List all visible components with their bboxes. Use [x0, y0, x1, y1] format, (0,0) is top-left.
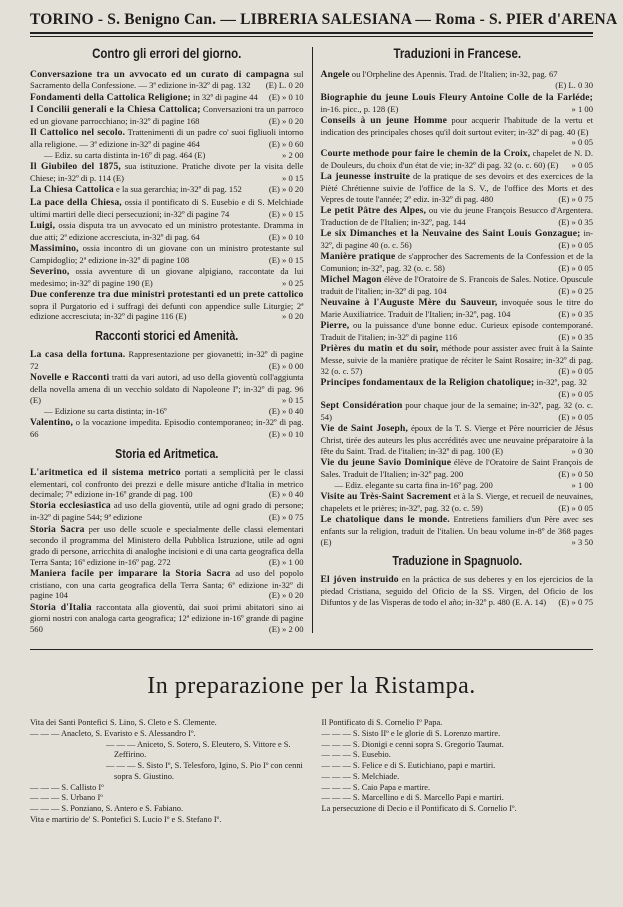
preparation-item: — — — Anacleto, S. Evaristo e S. Alessandro Iº. — [30, 728, 196, 738]
preparation-item: — — — S. Dionigi e cenni sopra S. Gregorio Taumat. — [321, 739, 504, 749]
preparation-item: — — — S. Caio Papa e martire. — [321, 782, 431, 792]
catalog-entry — [30, 349, 304, 372]
catalog-entry — [30, 104, 304, 127]
catalog-entry — [321, 491, 594, 514]
entry-title: La Chiesa Cattolica — [30, 184, 114, 196]
catalog-entry — [30, 289, 304, 322]
entry-description: ou vie du jeune François Besucco d'Argentera. Traduction de de l'Italien; in-32º, pag. 144 — [320, 205, 593, 228]
entry-description: pour acquerir l'habitude de la vertu et indication des principales choses qu'il doit surtout eviter; in-32º di pag. 40 (E) — [320, 114, 594, 137]
catalog-entry — [321, 228, 594, 251]
section-heading: Contro gli errori del giorno. — [92, 45, 242, 62]
entry-description: ossia il pontificato di S. Eusebio e di S. Melchiade ultimi martiri delle dieci persecuzioni; in-32º di pagine 74 — [30, 196, 304, 219]
catalog-entry — [321, 320, 594, 343]
preparation-item: — — — S. Melchiade. — [321, 771, 400, 781]
entry-price: » 0 30 — [571, 445, 593, 456]
entry-title: Il Cattolico nel secolo. — [30, 127, 126, 139]
entry-price: » 0 20 — [282, 311, 304, 322]
catalog-entry — [30, 568, 304, 601]
entry-description: ossia disputa tra un avvocato ed un ministro protestante. Dramma in due atti; 2ª edizione accresciuta, in-32º di pag. 64 — [30, 219, 304, 242]
section-divider — [30, 649, 593, 650]
catalog-entry — [321, 297, 594, 320]
entry-price: (E) » 0 20 — [268, 115, 304, 126]
entry-title: Biographie du jeune Louis Fleury Antoine Colle de la Farléde; — [320, 91, 593, 103]
entry-price: (E) » 1 00 — [268, 556, 304, 567]
section-heading: Traduzione in Spagnuolo. — [391, 553, 522, 569]
entry-price: » 0 05 — [571, 160, 593, 171]
entry-price: » 3 50 — [571, 536, 593, 547]
entry-description: raccontata alla gioventù, dai suoi primi abitatori sino ai giorni nostri con analoga carta geografica; 12ª edizione in-16º grande di pagine 560 — [30, 601, 304, 635]
catalog-entry — [321, 92, 594, 115]
entry-price: (E) » 0 40 — [268, 489, 304, 500]
entry-price: (E) » 0 20 — [268, 184, 304, 195]
entry-description: tratti da vari autori, ad uso della gioventù coll'aggiunta della novella amena di un vecchio soldato di Napoleone Iº; in-32º di pag. 96 (E) — [30, 372, 304, 405]
catalog-entry — [30, 500, 304, 523]
entry-description: o la vocazione impedita. Episodio contemporaneo; in-32º di pag. 66 — [30, 417, 304, 439]
preparation-item: Vita dei Santi Pontefici S. Lino, S. Cleto e S. Clemente. — [30, 718, 217, 728]
preparation-item: — — — S. Callisto Iº — [30, 782, 104, 792]
catalog-entry — [321, 514, 594, 547]
entry-price: (E) » 0 10 — [268, 429, 304, 439]
entry-price: » 1 00 — [571, 479, 593, 490]
entry-price: (E) » 0 35 — [558, 217, 593, 228]
entry-price: (E) » 0 05 — [558, 389, 593, 399]
preparation-item: — — — S. Eusebio. — [321, 750, 391, 760]
entry-description: Conversazioni tra un parroco ed un giovane parrocchiano; in-32º di pagine 168 — [30, 104, 304, 126]
page-header: TORINO - S. Benigno Can. — LIBRERIA SALESIANA — Roma - S. PIER d'ARENA — [30, 11, 618, 28]
entry-description: — Ediz. su carta distinta in-16º di pag. 464 (E) — [44, 150, 206, 161]
entry-title: Michel Magon — [320, 274, 382, 286]
left-column — [30, 43, 312, 635]
catalog-entry — [321, 171, 594, 204]
entry-title: Neuvaine à l'Auguste Mère du Sauveur, — [320, 297, 498, 309]
catalog-entry — [30, 69, 304, 92]
preparation-left-column — [30, 718, 312, 826]
entry-price: (E) » 0 00 — [268, 361, 304, 372]
entry-title: La casa della fortuna. — [30, 349, 126, 361]
entry-price: (E) » 0 15 — [268, 208, 304, 219]
catalog-entry — [30, 197, 304, 220]
entry-description: Entretiens familiers d'un Père avec ses enfants sur la religion, traduit de l'italien. Un beau volume in-8º de 368 pages (E) — [320, 514, 593, 547]
entry-title: Il Giubileo del 1875, — [30, 161, 121, 173]
catalog-entry — [321, 400, 594, 423]
entry-price: (E) » 0 10 — [268, 91, 304, 102]
entry-description: chapelet de N. D. de Douleurs, du choix d'un état de vie; in-32º di pag. 32 (o. c. 60) (E) — [320, 148, 593, 171]
entry-price: (E) » 0 35 — [558, 332, 593, 343]
catalog-entry — [321, 115, 594, 148]
entry-description: per uso delle scuole e specialmente delle classi elementari secondo il programma del Ministero della Pubblica Istruzione, utile ad ogni grado di persone, arricchita di analoghe incisioni e di una carta geografica della Terra Santa; 16ª edizione in-16º pag. 272 — [30, 523, 304, 567]
entry-description: époux de la T. S. Vierge et Père nourricier de Jésus Christ, tirée des auteurs les plus accrédités avec une neuvaine préparatoire à la fête du Saint. Trad. de l'italien; in-32º di pag. 100 (E) — [320, 423, 593, 456]
entry-description: ossia avventure di un giovane alpigiano, raccontate da lui medesimo; in-32º di pagine 190 (E) — [30, 265, 304, 288]
entry-title: La pace della Chiesa, — [30, 196, 122, 208]
entry-price: » 0 25 — [282, 277, 304, 288]
catalog-entry — [321, 480, 594, 491]
entry-title: Vie de Saint Joseph, — [320, 423, 409, 435]
entry-title: Storia ecclesiastica — [30, 500, 111, 512]
preparation-title: In preparazione per la Ristampa. — [147, 673, 476, 700]
entry-title: Principes fondamentaux de la Religion chatolique; — [320, 377, 535, 389]
entry-title: Vie du jeune Savio Dominique — [320, 456, 452, 468]
entry-description: ou l'Orpheline des Apennis. Trad. de l'Italien; in-32, pag. 67 — [349, 68, 558, 79]
entry-price: (E) » 0 75 — [268, 512, 304, 523]
preparation-item: Vita e martirio de' S. Pontefici S. Lucio Iº e S. Stefano Iº. — [30, 814, 222, 824]
entry-description: e la sua gerarchia; in-32º di pag. 152 — [113, 184, 242, 195]
entry-title: Pierre, — [320, 320, 350, 332]
catalog-entry — [30, 417, 304, 440]
entry-title: Visite au Très-Saint Sacrement — [320, 491, 452, 503]
entry-description: méthode pour assister avec fruit à la Sainte Messe, suivie de la manière pratique de réciter le Saint Rosaire; in-32º di pag. 32 (o. c. 57) — [320, 343, 594, 376]
section-heading: Traduzioni in Francese. — [392, 45, 521, 62]
entry-description: ou la puissance d'une bonne educ. Curieux episode contemporané. Traduit de l'italien; in-32º di pagine 116 — [320, 320, 593, 343]
entry-title: Prières du matin et du soir, — [320, 343, 439, 355]
entry-price: (E) » 0 60 — [268, 138, 304, 149]
entry-description: — Edizione su carta distinta; in-16º — [44, 405, 167, 416]
entry-price: (E) » 0 05 — [558, 240, 593, 251]
header-rule-thin — [30, 36, 593, 37]
catalog-entry — [30, 406, 304, 417]
catalog-entry — [30, 524, 304, 568]
catalog-entry — [30, 467, 304, 500]
entry-price: » 0 15 — [282, 173, 304, 184]
catalog-entry — [321, 274, 594, 297]
entry-price: (E) » 0 15 — [268, 254, 304, 265]
preparation-right-column — [312, 718, 594, 826]
entry-title: Valentino, — [30, 417, 73, 429]
entry-price: » 0 05 — [571, 137, 593, 148]
catalog-entry — [30, 92, 304, 104]
entry-description: in-32º, di pagine 40 (o. c. 56) — [320, 228, 594, 251]
entry-description: portati a semplicità per le classi elementari, col confronto dei prezzi e delle misure antiche d'Italia in metrico decimale; 7ª edizione in-16º grande di pag. 100 — [30, 466, 304, 500]
preparation-item: — — — S. Urbano Iº — [30, 793, 103, 803]
catalog-entry — [321, 69, 594, 92]
catalog-entry — [321, 251, 594, 274]
entry-price: (E) » 0 05 — [558, 263, 593, 274]
entry-description: et à la S. Vierge, et recueil de neuvaines, chapelets et le prières; in-32º, pag. 32 (o. c. 59) — [320, 491, 594, 513]
entry-title: I Concilii generali e la Chiesa Cattolica; — [30, 104, 201, 116]
entry-description: ad uso del popolo cristiano, con una carta geografica della Terra Santa; 6ª edizione in-32º di pagine 104 — [30, 567, 304, 601]
catalog-entry — [321, 377, 594, 400]
entry-title: Manière pratique — [320, 251, 396, 263]
entry-description: sopra il Purgatorio ed i suffragi dei defunti con appendice sulle Liturgie; 2ª edizione accresciuta; in-32º di pagine 116 (E) — [30, 300, 304, 322]
entry-title: Storia Sacra — [30, 523, 85, 535]
entry-title: Luigi, — [30, 219, 56, 231]
catalog-entry — [30, 220, 304, 243]
entry-price: (E) » 0 05 — [558, 365, 593, 376]
entry-price: (E) » 0 20 — [268, 590, 304, 601]
entry-description: in-32º, pag. 32 — [534, 377, 587, 388]
entry-title: Massimino, — [30, 242, 79, 254]
entry-title: Due conferenze tra due ministri protestanti ed un prete cattolico — [30, 288, 304, 300]
entry-title: Maniera facile per imparare la Storia Sacra — [30, 567, 231, 579]
entry-description: en la práctica de sus deberes y en los ejercicios de la piedad Cristiana, seguido del Oficio de la SS. Virgen, del Oficio de los Difuntos y de las Visperas de todo el año; in-32º p. 480 (E. A. 14) — [320, 574, 593, 608]
catalog-entry — [30, 161, 304, 184]
entry-price: (E) L. 0 20 — [265, 80, 304, 91]
entry-title: Conseils à un jeune Homme — [320, 114, 448, 126]
entry-price: (E) » 0 25 — [558, 286, 593, 297]
preparation-item: — — — S. Ponziano, S. Antero e S. Fabiano. — [30, 804, 184, 814]
section-heading: Racconti storici ed Amenità. — [95, 328, 239, 344]
entry-title: Le petit Pâtre des Alpes, — [320, 205, 427, 217]
catalog-entry — [321, 148, 594, 171]
entry-description: pour chaque jour de la semaine; in-32º, pag. 32 (o. c. 54) — [320, 400, 594, 423]
preparation-item: Il Pontificato di S. Cornelio Iº Papa. — [321, 718, 443, 728]
entry-title: Fondamenti della Cattolica Religione; — [30, 91, 191, 103]
entry-title: Courte methode pour faire le chemin de la Croix, — [320, 148, 531, 160]
entry-title: L'aritmetica ed il sistema metrico — [30, 466, 181, 478]
entry-description: Trattenimenti di un padre co' suoi figliuoli intorno alla religione. — 3ª edizione in-32º di pagine 464 — [30, 127, 304, 149]
catalog-entry — [30, 243, 304, 266]
entry-description: in 32º di pagine 44 — [190, 91, 258, 102]
entry-description: élève de l'Oratoire de S. Francois de Sales. Notice. Opuscule traduit de l'italien; in-32º di pag. 104 — [320, 274, 593, 297]
entry-description: — Ediz. elegante su carta fina in-16º pag. 200 — [334, 479, 493, 490]
entry-title: Severino, — [30, 265, 70, 277]
catalog-entry — [30, 184, 304, 196]
entry-price: » 0 15 — [282, 394, 304, 405]
preparation-item: — — — S. Sisto Iº, S. Telesforo, Igino, S. Pio Iº con cenni sopra S. Giustino. — [106, 761, 303, 781]
entry-title: Le chatolique dans le monde. — [320, 514, 450, 526]
catalog-entry — [321, 423, 594, 456]
catalog-entry — [321, 574, 594, 607]
entry-description: sul Sacramento della Confessione. — 3ª edizione in-32º di pag. 132 — [30, 68, 304, 91]
preparation-item: — — — S. Sisto IIº e le glorie di S. Lorenzo martire. — [321, 728, 501, 738]
entry-description: ad uso della gioventù, utile ad ogni grado di persone; in-32º di pagine 544; 9ª edizione — [30, 500, 304, 523]
catalog-entry — [30, 372, 304, 405]
section-heading: Storia ed Aritmetica. — [115, 445, 219, 461]
entry-price: (E) » 2 00 — [268, 624, 304, 635]
entry-title: Sept Considération — [320, 400, 403, 412]
entry-price: (E) » 0 50 — [558, 468, 593, 479]
entry-title: La jeunesse instruite — [320, 171, 411, 183]
catalog-columns — [30, 43, 593, 635]
entry-title: El jóven instruido — [320, 574, 399, 586]
right-column — [312, 43, 594, 635]
preparation-item: La persecuzione di Decio e il Pontificato di S. Cornelio Iº. — [321, 804, 517, 814]
preparation-item: — — — S. Marcellino e di S. Marcello Papi e martiri. — [321, 793, 504, 803]
entry-description: de s'approcher des Sacrements de la Confession et de la Comunion; in-32º, pag. 32 (o. c. 58) — [320, 251, 593, 274]
catalog-entry — [321, 343, 594, 376]
entry-description: ossia incontro di un giovane con un ministro protestante sul Campidoglio; 2ª edizione in-32º di pagine 108 — [30, 242, 304, 265]
entry-description: sua istituzione. Pratiche divote per la visita delle Chiese; in-32º di p. 114 (E) — [30, 161, 304, 184]
preparation-item: — — — Aniceto, S. Sotero, S. Eleutero, S. Vittore e S. Zeffirino. — [106, 739, 291, 760]
entry-description: de la pratique de ses devoirs et des exercices de la Pièté Chrétienne suivie de l'office de la S. V., de l'office des Morts et des Vepres de toute l'année; 2º ediz. in-32º di pag. 480 — [320, 171, 593, 204]
entry-price: » 1 00 — [571, 103, 593, 114]
header-rule — [30, 32, 593, 34]
preparation-item: — — — S. Felice e di S. Eutichiano, papi e martiri. — [321, 761, 496, 771]
entry-price: (E) L. 0 30 — [555, 80, 593, 91]
entry-title: Storia d'Italia — [30, 601, 92, 613]
entry-title: Le six Dimanches et la Neuvaine des Saint Louis Gonzague; — [320, 228, 581, 240]
entry-price: (E) » 0 05 — [558, 412, 593, 423]
catalog-entry — [30, 150, 304, 161]
entry-title: Novelle e Racconti — [30, 372, 110, 384]
entry-price: (E) » 0 75 — [558, 193, 593, 204]
catalog-entry — [30, 602, 304, 635]
catalog-entry — [30, 127, 304, 150]
catalog-entry — [30, 266, 304, 289]
entry-price: (E) » 0 05 — [558, 503, 593, 513]
preparation-list — [30, 718, 593, 826]
catalog-entry — [321, 205, 594, 228]
entry-price: (E) » 0 75 — [558, 597, 593, 608]
catalog-entry — [321, 457, 594, 480]
entry-price: » 2 00 — [282, 150, 304, 161]
entry-title: Conversazione tra un avvocato ed un curato di campagna — [30, 68, 290, 80]
entry-description: élève de l'Oratoire de Saint François de Sales. Traduit de l'Italien; in-32º pag. 200 — [320, 456, 593, 479]
column-divider — [312, 47, 313, 633]
entry-price: (E) » 0 10 — [268, 231, 304, 242]
entry-price: (E) » 0 35 — [558, 309, 593, 320]
catalog-page — [30, 10, 618, 826]
entry-description: Rappresentazione per giovanetti; in-32º di pagine 72 — [30, 349, 304, 372]
entry-description: in-16. picc., p. 128 (E) — [320, 103, 399, 114]
entry-title: Angele — [320, 68, 350, 80]
entry-price: (E) » 0 40 — [268, 405, 304, 416]
entry-description: invoquée sous le titre do Marie Auxiliatrice. Traduit de l'Italien; in-32º, pag. 104 — [320, 297, 593, 320]
